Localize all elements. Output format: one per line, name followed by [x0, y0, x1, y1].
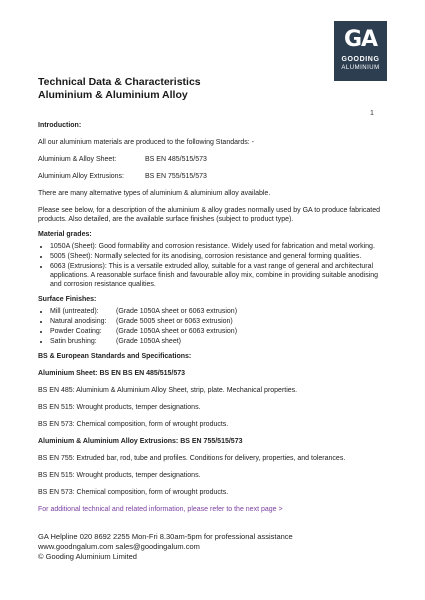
finish-grade: (Grade 1050A sheet or 6063 extrusion)	[116, 308, 238, 315]
logo-line-2: ALUMINIUM	[341, 65, 380, 71]
extrusion-standard-line: BS EN 515: Wrought products, temper designations.	[38, 472, 201, 479]
standard-row-sheet	[38, 155, 390, 164]
extrusion-standard-line: BS EN 573: Chemical composition, form of wrought products.	[38, 489, 229, 496]
logo-line-1: GOODING	[341, 56, 380, 63]
intro-heading: Introduction:	[38, 122, 82, 129]
extrusion-standard-line: BS EN 755: Extruded bar, rod, tube and profiles. Conditions for delivery, properties, and tolerances.	[38, 455, 346, 462]
standard-value: BS EN 755/515/573	[145, 173, 207, 180]
finish-grade: (Grade 1050A sheet or 6063 extrusion)	[116, 328, 238, 335]
list-item	[50, 327, 390, 336]
helpline-text: GA Helpline 020 8692 2255 Mon-Fri 8.30am-5pm for professional assistance	[38, 532, 293, 541]
copyright-text: © Gooding Aluminium Limited	[38, 552, 137, 561]
list-item	[50, 307, 390, 316]
document-body	[38, 121, 390, 514]
title-line-1: Technical Data & Characteristics	[38, 76, 201, 88]
standard-row-extrusion	[38, 172, 390, 181]
list-item: • 1050A (Sheet): Good formability and corrosion resistance. Widely used for fabrication and metal working.	[50, 242, 390, 251]
standards-heading: BS & European Standards and Specifications:	[38, 353, 192, 360]
gooding-aluminium-logo	[334, 21, 387, 81]
finishes-heading: Surface Finishes:	[38, 296, 97, 303]
standard-label: Aluminium Alloy Extrusions:	[38, 173, 124, 180]
logo-letters: GA	[343, 27, 378, 52]
list-item: • 5005 (Sheet): Normally selected for its anodising, corrosion resistance and general forming qualities.	[50, 252, 390, 261]
page-footer	[38, 532, 293, 562]
intro-text-3: Please see below, for a description of the aluminium & alloy grades normally used by GA to produce fabricated products. Also detailed, are the available surface finishes (subject to product type).	[38, 207, 381, 223]
list-item: • 6063 (Extrusions): This is a versatile extruded alloy, suitable for a vast range of general and architectural applications. A reasonable surface finish and favourable alloy mix, combine in providing suitable anodising and corrosion resistance qualities.	[50, 262, 390, 289]
list-item	[50, 337, 390, 346]
finish-name: • Powder Coating:	[50, 328, 102, 335]
sheet-standards-heading: Aluminium Sheet: BS EN BS EN 485/515/573	[38, 370, 186, 377]
intro-text-2: There are many alternative types of aluminium & aluminium alloy available.	[38, 190, 271, 197]
grades-heading: Material grades:	[38, 231, 92, 238]
contact-text: www.goodngalum.com sales@goodingalum.com	[38, 542, 200, 551]
title-line-2: Aluminium & Aluminium Alloy	[38, 89, 188, 101]
standard-value: BS EN 485/515/573	[145, 156, 207, 163]
sheet-standard-line: BS EN 573: Chemical composition, form of wrought products.	[38, 421, 229, 428]
list-item	[50, 317, 390, 326]
sheet-standard-line: BS EN 485: Aluminium & Aluminium Alloy Sheet, strip, plate. Mechanical properties.	[38, 387, 298, 394]
finish-grade: (Grade 1050A sheet)	[116, 338, 181, 345]
finishes-list	[38, 307, 390, 346]
grades-list	[38, 242, 390, 289]
finish-name: • Satin brushing:	[50, 338, 97, 345]
finish-name: • Mill (untreated):	[50, 308, 99, 315]
standard-label: Aluminium & Alloy Sheet:	[38, 156, 117, 163]
next-page-link[interactable]: For additional technical and related information, please refer to the next page >	[38, 506, 283, 513]
finish-name: • Natural anodising:	[50, 318, 107, 325]
document-title	[38, 76, 201, 102]
intro-text-1: All our aluminium materials are produced to the following Standards: -	[38, 139, 254, 146]
extrusion-standards-heading: Aluminium & Aluminium Alloy Extrusions: BS EN 755/515/573	[38, 438, 243, 445]
sheet-standard-line: BS EN 515: Wrought products, temper designations.	[38, 404, 201, 411]
finish-grade: (Grade 5005 sheet or 6063 extrusion)	[116, 318, 233, 325]
page-number: 1	[370, 110, 374, 117]
